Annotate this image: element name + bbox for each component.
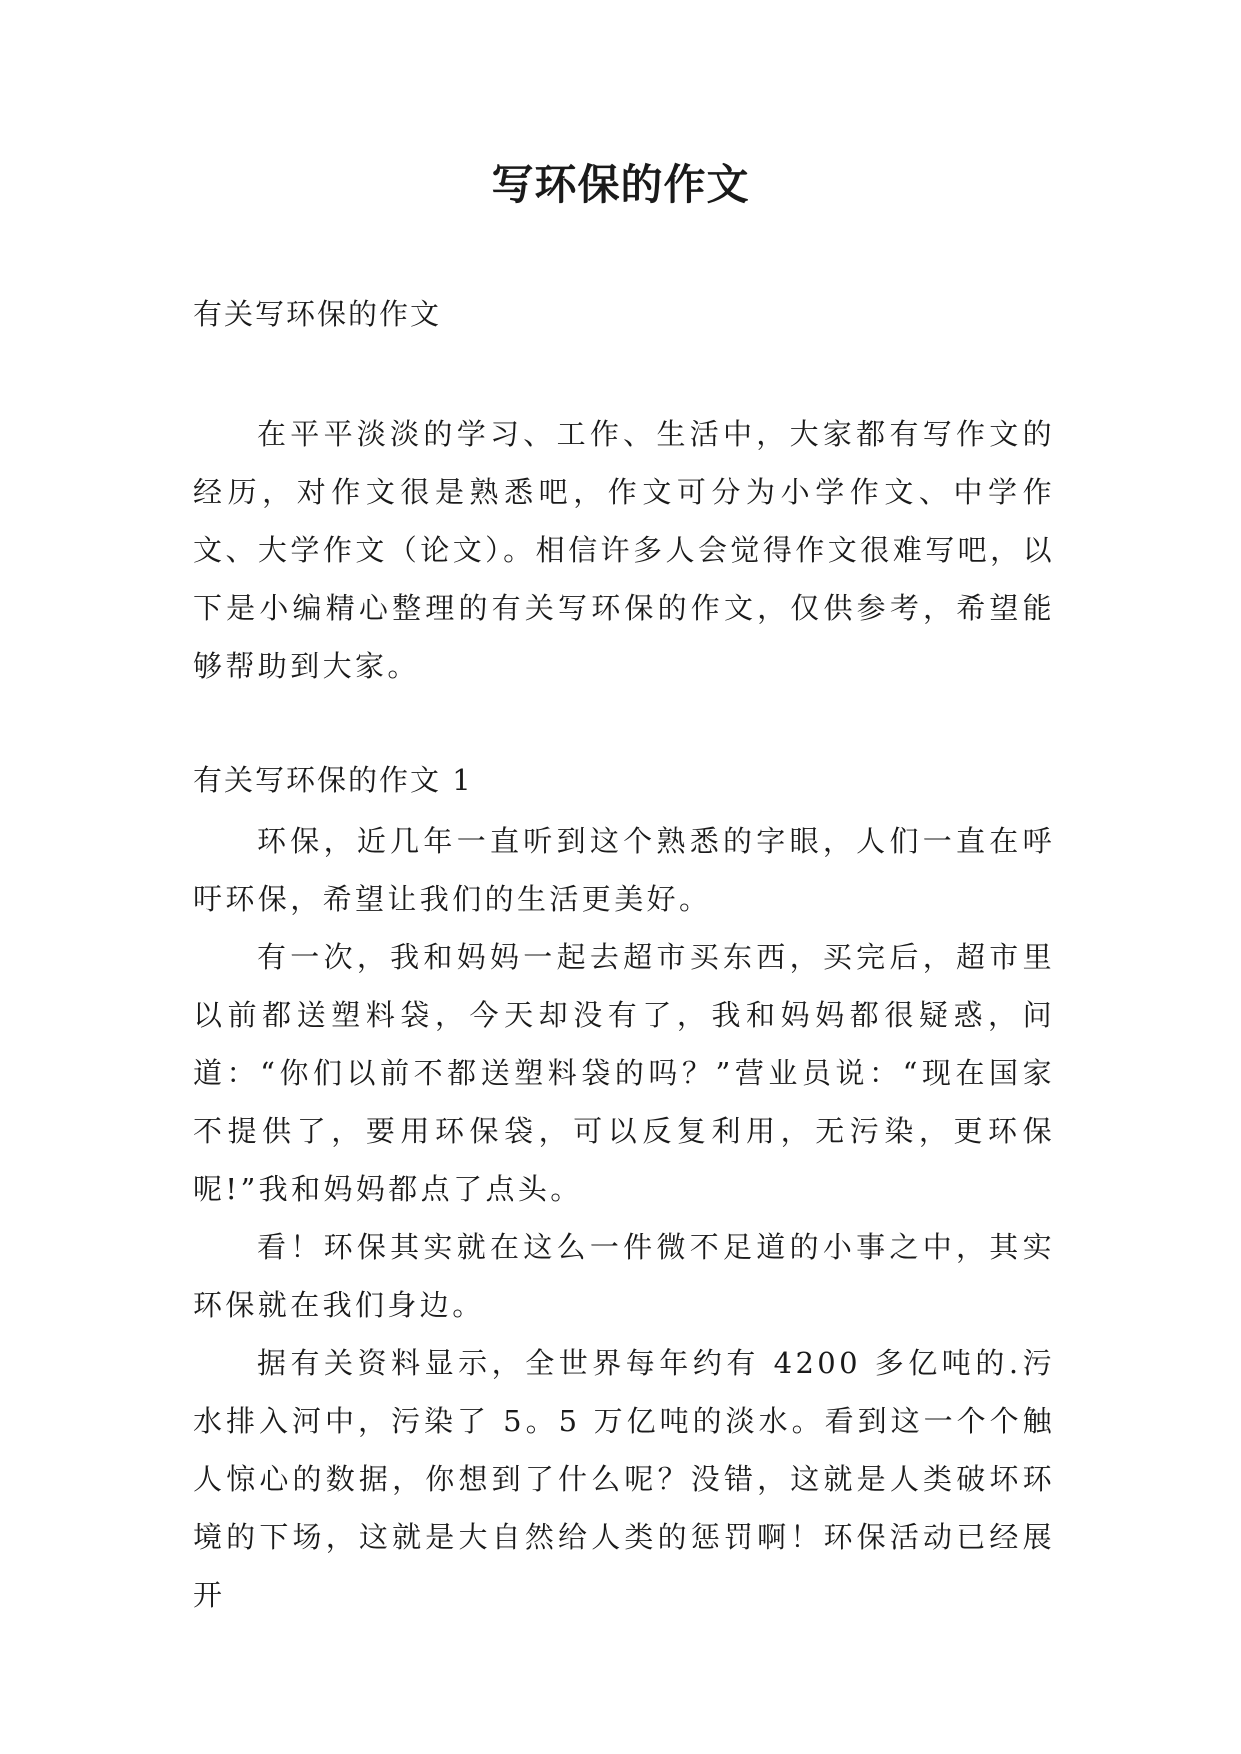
body-paragraph: 环保，近几年一直听到这个熟悉的字眼，人们一直在呼吁环保，希望让我们的生活更美好。	[193, 824, 1055, 916]
section-heading: 有关写环保的作文 1	[193, 763, 473, 797]
body-paragraph: 据有关资料显示，全世界每年约有 4200 多亿吨的.污水排入河中，污染了 5。5 万亿吨的淡水。看到这一个个触人惊心的数据，你想到了什么呢？没错，这就是人类破坏环境的下场，这就是大自然给人类的惩罚啊！环保活动已经展开	[193, 1346, 1055, 1612]
document-subtitle: 有关写环保的作文	[193, 297, 442, 331]
body-paragraph: 有一次，我和妈妈一起去超市买东西，买完后，超市里以前都送塑料袋，今天却没有了，我和妈妈都很疑惑，问道：“你们以前不都送塑料袋的吗？”营业员说：“现在国家不提供了，要用环保袋，可以反复利用，无污染，更环保呢!”我和妈妈都点了点头。	[193, 940, 1055, 1206]
page-title: 写环保的作文	[491, 160, 750, 209]
intro-paragraph: 在平平淡淡的学习、工作、生活中，大家都有写作文的经历，对作文很是熟悉吧，作文可分为小学作文、中学作文、大学作文（论文）。相信许多人会觉得作文很难写吧，以下是小编精心整理的有关写环保的作文，仅供参考，希望能够帮助到大家。	[193, 417, 1055, 683]
body-paragraph: 看！环保其实就在这么一件微不足道的小事之中，其实环保就在我们身边。	[193, 1230, 1055, 1322]
